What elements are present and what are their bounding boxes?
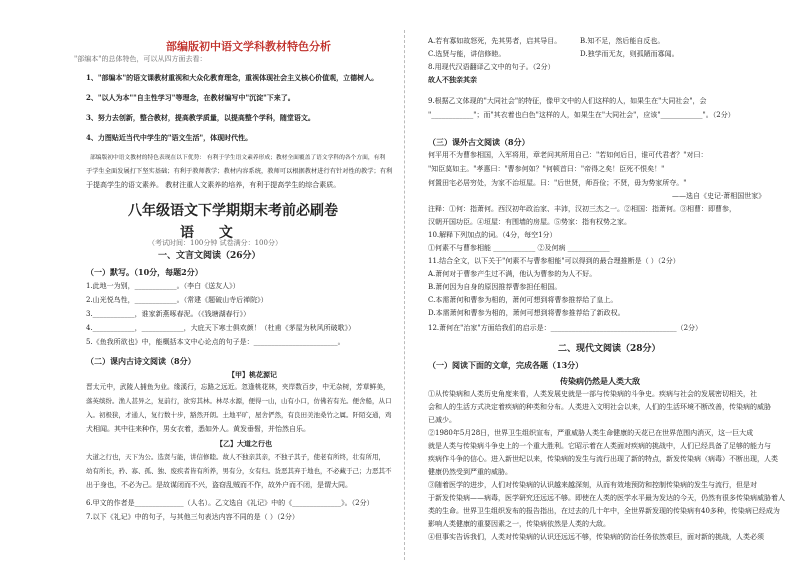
- question-8-hint: 故人不独亲其亲: [428, 75, 477, 84]
- option-a: A.若有寡如故怒死，先其男者，启其导目。: [428, 37, 562, 45]
- text-b-line: 大道之行也，天下为公。选贤与能，讲信修睦。故人不独亲其亲，不独子其子，使老有所终，壮有所用，: [86, 453, 385, 461]
- feature-3: 3、努力去创新，整合教材，提高教学质量，以提高整个学科，随堂语文。: [86, 113, 315, 122]
- modern-text-line: 已减少。: [428, 416, 456, 424]
- modern-reading-heading: （一）阅读下面的文章，完成各题（13分）: [428, 360, 584, 370]
- dictation-5: 5.《鱼我所欲也》中，能概括本文中心论点的句子是：________________________。: [86, 338, 345, 346]
- modern-text-line: ④但事实告诉我们，人类对传染病的认识还远远不够，传染病的防治任务依然艰巨，面对新的挑战，人类必须: [428, 533, 764, 541]
- dictation-heading: （一）默写。（10分，每题2分）: [86, 267, 203, 277]
- feature-1: 1、"部编本"的语文课教材重视和大众化教育理念，重视体现社会主义核心价值观，立德树人。: [86, 73, 379, 82]
- question-9-line-1: 9.根据乙文体现的"大同社会"的特征，像甲文中的人们这样的人，如果生在"大同社会"，会: [428, 97, 707, 105]
- modern-text-line: 就是人类与传染病斗争史上的一个重大胜利。它昭示着在人类面对疾病的挑战中，人们已经具备了足够的能力与: [428, 442, 771, 450]
- feature-4: 4、力图贴近当代中学生的"语文生活"，体现时代性。: [86, 133, 253, 142]
- intro-text: "部编本"的总体特色，可以从四方面去看：: [74, 55, 207, 63]
- modern-article-title: 传染病仍然是人类大敌: [560, 376, 640, 386]
- dictation-4: 4.____________，____________，大庇天下寒士俱欢颜！（杜甫《茅屋为秋风所破歌》）: [86, 324, 356, 332]
- dictation-3: 3.____________，谁家新燕啄春泥。（《钱塘湖春行》）: [86, 310, 251, 318]
- question-10: 10.解释下列加点的词。（4分，每空1分）: [428, 231, 557, 239]
- question-11-option: D.本需萧何和曹参为相的，萧何可想到将曹参推荐给了新政权。: [428, 309, 625, 317]
- text-a-line: 入。初极狭，才通人，复行数十步，豁然开朗。土地平旷，屋舍俨然，有良田美池桑竹之属。阡陌交通，鸡: [86, 411, 392, 419]
- dictation-2: 2.山光悦鸟性，____________。（常建《题破山寺后禅院》）: [86, 296, 268, 304]
- modern-text-line: 类的生命。世界卫生组织发布的报告指出，在过去的几十年中，全世界新发现的传染病有40多种，传染病已经成为: [428, 507, 780, 515]
- question-11-option: C.本需萧何和曹参为相的，萧何可想到将曹参推荐给了皇上。: [428, 296, 618, 304]
- modern-text-line: 健康仍然受到严重的威胁。: [428, 468, 512, 476]
- exam-title: 八年级语文下学期期末考前必刷卷: [128, 203, 338, 219]
- modern-text-line: ①从传染病和人类历史角度来看，人类发展史就是一部与传染病的斗争史。疾病与社会的发展密切相关，社: [428, 390, 757, 398]
- column-divider: [404, 30, 406, 560]
- modern-text-line: ②1980年5月28日，世界卫生组织宣布，严重威胁人类生命健康的天花已在世界范围内消灭，这一巨大成: [428, 429, 754, 437]
- modern-text-line: 疾病作斗争的信心。进入新世纪以来，传染病的发生与流行出现了新的特点，新发传染病（病毒）不断出现，人类: [428, 455, 778, 463]
- extra-text-line: "知臣莫如主。"孝惠曰："曹参何如？"何顿首曰："帝得之矣！臣死不恨矣！": [428, 165, 665, 173]
- question-6: 6.甲文的作者是______________（人名）。乙文选自《礼记》中的《______________》。（2分）: [86, 499, 374, 507]
- dictation-1: 1.此地一为别，____________。（李白《送友人》）: [86, 282, 240, 290]
- text-a-line: 犬相闻。其中往来种作，男女衣着，悉如外人。黄发垂髫，并怡然自乐。: [86, 425, 310, 433]
- extra-text-line: 何置田宅必居穷处，为家不治垣屋。曰："后世贤，师吾俭；不贤，毋为势家所夺。": [428, 179, 687, 187]
- classical-heading: （二）课内古诗文阅读（8分）: [86, 356, 196, 366]
- extra-reading-heading: （三）课外古文阅读（8分）: [428, 137, 530, 147]
- question-10-items: ①何素不与曹参相能 ____________ ②及何病 ____________: [428, 244, 610, 252]
- option-d: D.独学而无友，则孤陋而寡闻。: [580, 50, 679, 58]
- subject-title: 语 文: [180, 225, 243, 241]
- modern-text-line: 影响人类健康的重要因素之一，传染病依然是人类的大敌。: [428, 520, 610, 528]
- extra-text-source: ——选自《史记·萧相国世家》: [672, 192, 766, 200]
- section-1-heading: 一、文言文阅读（26分）: [158, 251, 261, 261]
- summary-line-1: 部编版初中语文教材的特色表现在以下优势： 有利于学生语文素养形成；教材全面覆盖了语文学科的各个方面，有利: [90, 155, 386, 161]
- summary-line-2: 于学生全面发展打下坚实基础；有利于教师教学；教材内容系统，教师可以根据教材进行有针对性的教学；有利: [86, 168, 393, 175]
- question-11: 11.结合全文，以下关于"何素不与曹参相能"可以得到的最合理推断是（ ）（2分）: [428, 257, 680, 265]
- summary-line-3: 于提高学生的语文素养。 教材注重人文素养的培养，有利于提高学生的综合素质。: [86, 181, 341, 189]
- text-b-line: 出于身也，不必为己。是故谋闭而不兴，盗窃乱贼而不作，故外户而不闭，是谓大同。: [86, 481, 352, 489]
- text-b-title: 【乙】大道之行也: [216, 439, 272, 448]
- exam-info: （考试时间：100分钟 试卷满分：100分）: [148, 239, 282, 247]
- question-9-line-2: "____________"；而"其衣着也白色"这样的人，如果生在"大同社会"，应该"____________"。（2分）: [428, 111, 735, 119]
- option-b: B.知不足，然后能自反也。: [580, 37, 665, 45]
- question-8: 8.用现代汉语翻译乙文中的句子。（2分）: [428, 63, 555, 71]
- notes-line: 注释：①何：指萧何。西汉初年政治家、丰沛，汉初三杰之一。②相国：指萧何。③相曹：即曹参，: [428, 205, 736, 213]
- text-a-line: 晋太元中，武陵人捕鱼为业。缘溪行，忘路之远近。忽逢桃花林，夹岸数百步，中无杂树，芳草鲜美，: [86, 383, 390, 391]
- option-c: C.选贤与能，讲信修睦。: [428, 50, 506, 58]
- page-title: 部编版初中语文学科教材特色分析: [166, 40, 331, 53]
- text-a-title: 【甲】桃花源记: [228, 370, 277, 379]
- text-b-line: 幼有所长，矜、寡、孤、独、废疾者皆有所养，男有分，女有归。货恶其弃于地也，不必藏于己；力恶其不: [86, 467, 392, 475]
- text-a-line: 落英缤纷。渔人甚异之，复前行，欲穷其林。林尽水源，便得一山，山有小口，仿佛若有光。便舍船，从口: [86, 397, 392, 405]
- section-2-heading: 二、现代文阅读（28分）: [558, 344, 661, 354]
- question-11-option: B.萧何因为自身的原因推荐曹参担任相国。: [428, 283, 562, 291]
- feature-2: 2、"以人为本""自主性学习"等理念，在教材编写中"沉淀"下来了。: [86, 93, 295, 102]
- question-11-option: A.萧何对于曹参产生过不满，他认为曹参的为人不好。: [428, 270, 597, 278]
- modern-text-line: 于新发传染病——病毒，医学研究还远远不够。即使在人类的医学水平最为发达的今天，仍然有很多传染病威胁着人: [428, 494, 785, 502]
- question-7: 7.以下《礼记》中的句子，与其他三句表达内容不同的是（ ）（2分）: [86, 513, 299, 521]
- modern-text-line: ③随着医学的进步，人们对传染病的认识越来越深刻，从而有效地预防和控制传染病的发生与流行，但是对: [428, 481, 757, 489]
- question-12: 12.萧何在"治家"方面给我们的启示是：____________________________________（2分）: [428, 324, 703, 332]
- extra-text-line: 何平用不为曹参相国，入军将用，章老问其所用自己："若如何后日，谁可代君者？"对曰：: [428, 151, 708, 159]
- modern-text-line: 会和人的生活方式决定着疾病的种类和分布。人类进入文明社会以来，人们的生活环境不断改善，传染病的威胁: [428, 403, 771, 411]
- notes-line: 汉朝开国功臣。④垣屋：有围墙的房屋。⑤势家：指有权势之家。: [428, 218, 631, 226]
